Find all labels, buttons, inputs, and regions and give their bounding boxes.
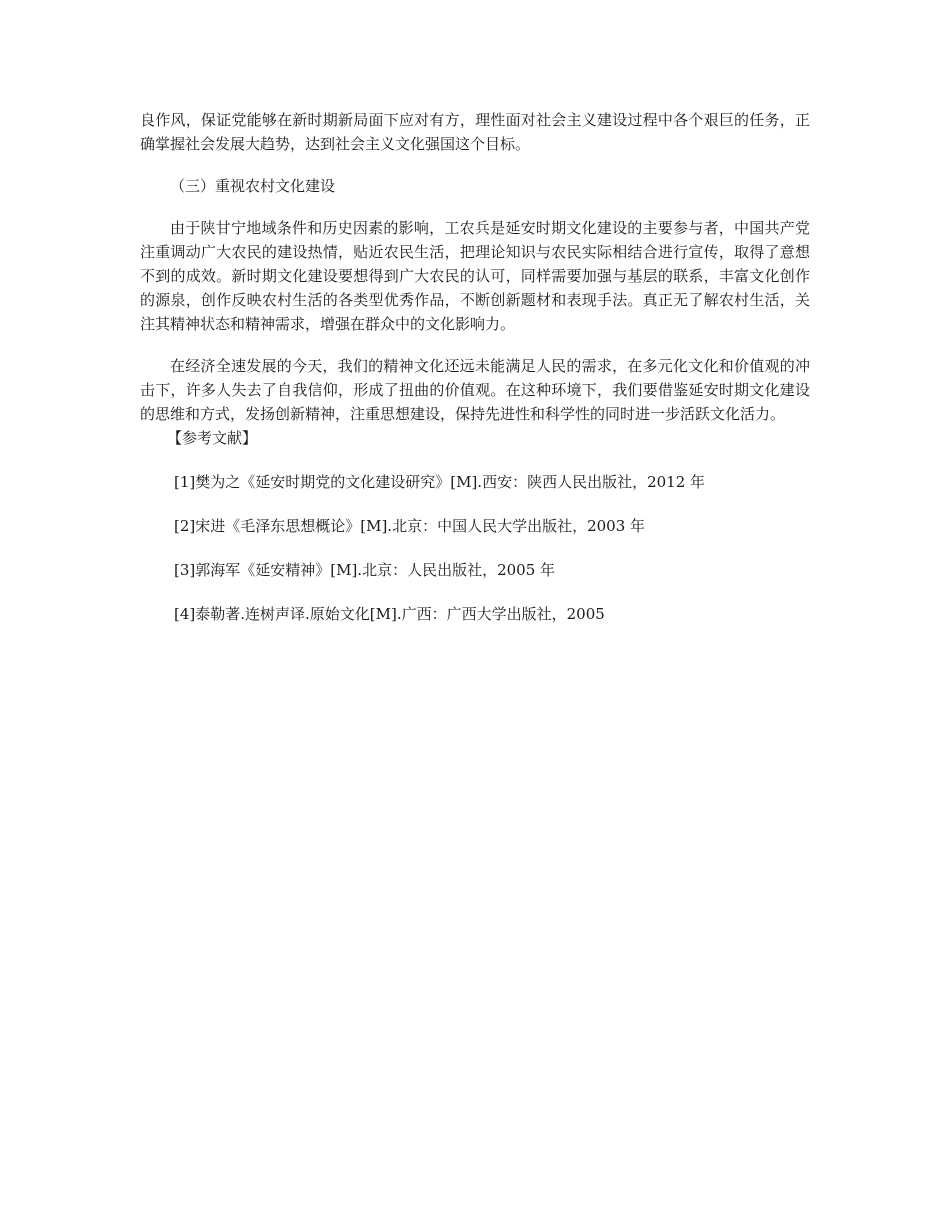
references-title: 【参考文献】 (167, 429, 258, 447)
section-heading: （三）重视农村文化建设 (170, 177, 336, 195)
reference-item: [1]樊为之《延安时期党的文化建设研究》[M].西安：陕西人民出版社，2012 年 (174, 473, 706, 491)
paragraph-conclusion: 在经济全速发展的今天，我们的精神文化还远未能满足人民的需求，在多元化文化和价值观的冲击下，许多人失去了自我信仰，形成了扭曲的价值观。在这种环境下，我们要借鉴延安时期文化建设的思维和方式，发扬创新精神，注重思想建设，保持先进性和科学性的同时进一步活跃文化活力。 (140, 357, 810, 423)
paragraph-rural-culture: 由于陕甘宁地域条件和历史因素的影响，工农兵是延安时期文化建设的主要参与者，中国共产党注重调动广大农民的建设热情，贴近农民生活，把理论知识与农民实际相结合进行宣传，取得了意想不到的成效。新时期文化建设要想得到广大农民的认可，同样需要加强与基层的联系，丰富文化创作的源泉，创作反映农村生活的各类型优秀作品，不断创新题材和表现手法。真正无了解农村生活，关注其精神状态和精神需求，增强在群众中的文化影响力。 (140, 219, 810, 333)
reference-item: [2]宋进《毛泽东思想概论》[M].北京：中国人民大学出版社，2003 年 (174, 517, 646, 535)
references-list (140, 470, 810, 626)
reference-item: [3]郭海军《延安精神》[M].北京：人民出版社，2005 年 (174, 561, 556, 579)
reference-item: [4]泰勒著.连树声译.原始文化[M].广西：广西大学出版社，2005 (174, 605, 605, 623)
paragraph-continued: 良作风，保证党能够在新时期新局面下应对有方，理性面对社会主义建设过程中各个艰巨的任务，正确掌握社会发展大趋势，达到社会主义文化强国这个目标。 (140, 111, 810, 153)
document-page (140, 108, 810, 626)
